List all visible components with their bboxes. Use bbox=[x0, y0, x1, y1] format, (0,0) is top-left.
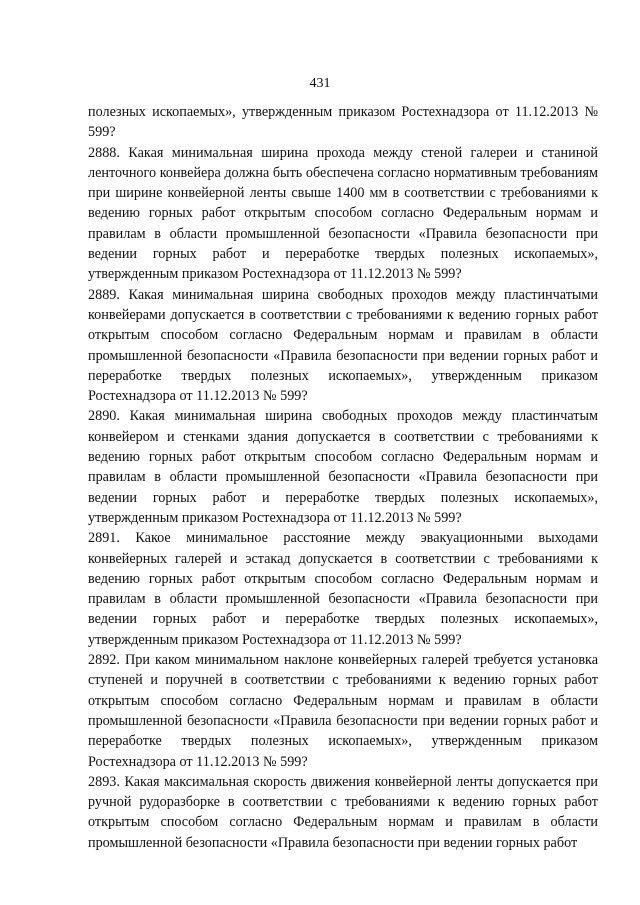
question-2891: 2891. Какое минимальное расстояние между эвакуационными выходами конвейерных галерей и эстакад допускается в соответствии с требованиями к ведению горных работ открытым способом согласно Федеральным нормам и правилам в области промышленной безопасности «Правила безопасности при ведении горных работ и переработке твердых полезных ископаемых», утвержденным приказом Ростехнадзора от 11.12.2013 № 599? bbox=[88, 530, 598, 648]
page-number: 431 bbox=[309, 76, 331, 91]
question-2890: 2890. Какая минимальная ширина свободных проходов между пластинчатым конвейером и стенками здания допускается в соответствии с требованиями к ведению горных работ открытым способом согласно Федеральным нормам и правилам в области промышленной безопасности «Правила безопасности при ведении горных работ и переработке твердых полезных ископаемых», утвержденным приказом Ростехнадзора от 11.12.2013 № 599? bbox=[88, 408, 598, 526]
document-body bbox=[88, 102, 598, 853]
question-2893: 2893. Какая максимальная скорость движения конвейерной ленты допускается при ручной рудоразборке в соответствии с требованиями к ведению горных работ открытым способом согласно Федеральным нормам и правилам в области промышленной безопасности «Правила безопасности при ведении горных работ bbox=[88, 773, 598, 851]
question-2888: 2888. Какая минимальная ширина прохода между стеной галереи и станиной ленточного конвейера должна быть обеспечена согласно нормативным требованиям при ширине конвейерной ленты свыше 1400 мм в соответствии с требованиями к ведению горных работ открытым способом согласно Федеральным нормам и правилам в области промышленной безопасности «Правила безопасности при ведении горных работ и переработке твердых полезных ископаемых», утвержденным приказом Ростехнадзора от 11.12.2013 № 599? bbox=[88, 144, 598, 283]
paragraph-continuation: полезных ископаемых», утвержденным приказом Ростехнадзора от 11.12.2013 № 599? bbox=[88, 104, 598, 141]
question-2892: 2892. При каком минимальном наклоне конвейерных галерей требуется установка ступеней и поручней в соответствии с требованиями к ведению горных работ открытым способом согласно Федеральным нормам и правилам в области промышленной безопасности «Правила безопасности при ведении горных работ и переработке твердых полезных ископаемых», утвержденным приказом Ростехнадзора от 11.12.2013 № 599? bbox=[88, 652, 598, 770]
question-2889: 2889. Какая минимальная ширина свободных проходов между пластинчатыми конвейерами допускается в соответствии с требованиями к ведению горных работ открытым способом согласно Федеральным нормам и правилам в области промышленной безопасности «Правила безопасности при ведении горных работ и переработке твердых полезных ископаемых», утвержденным приказом Ростехнадзора от 11.12.2013 № 599? bbox=[88, 286, 598, 405]
